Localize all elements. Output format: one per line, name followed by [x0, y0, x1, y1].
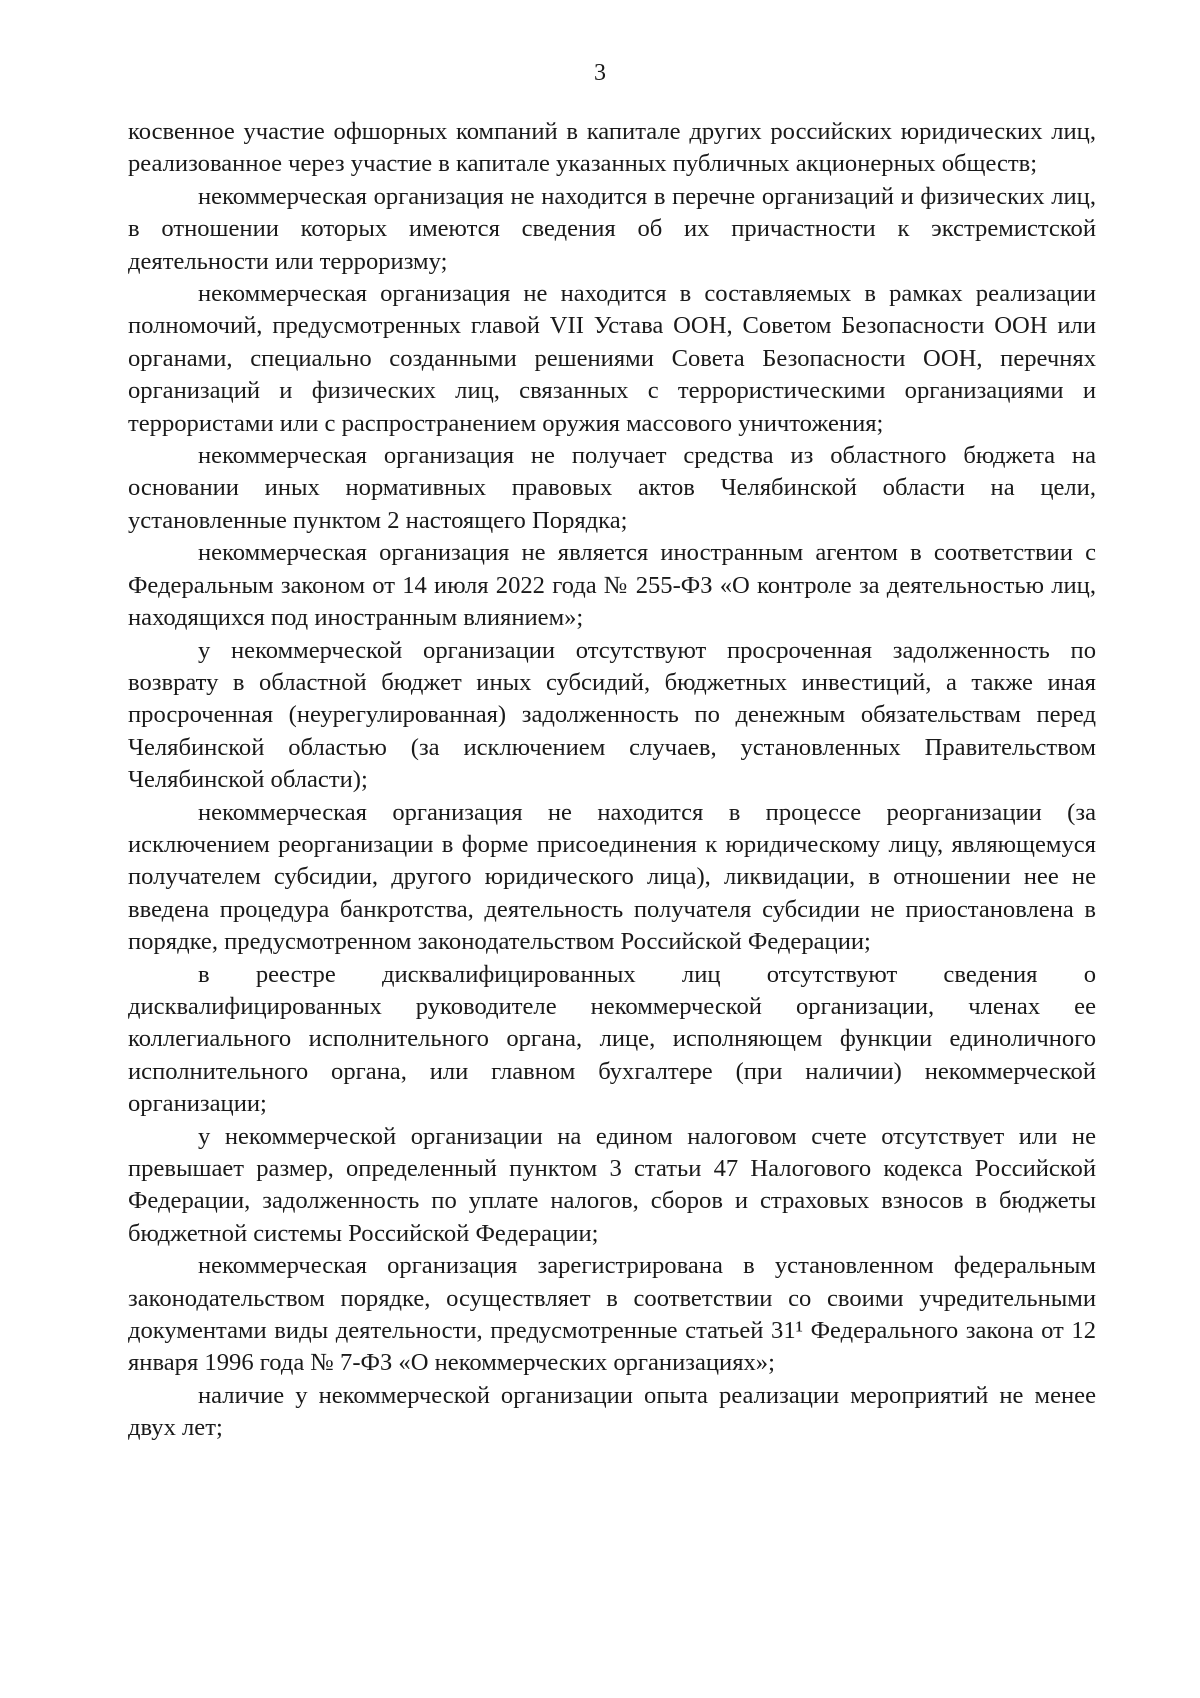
document-body	[128, 116, 1096, 1445]
paragraph-overdue-debt: у некоммерческой организации отсутствуют просроченная задолженность по возврату в областной бюджет иных субсидий, бюджетных инвестиций, а также иная просроченная (неурегулированная) задолженность по денежным обязательствам перед Челябинской областью (за исключением случаев, установленных Правительством Челябинской области);	[128, 636, 1096, 794]
paragraph-disqualified-persons: в реестре дисквалифицированных лиц отсутствуют сведения о дисквалифицированных руководителе некоммерческой организации, членах ее коллегиального исполнительного органа, лице, исполняющем функции единоличного исполнительного органа, или главном бухгалтере (при наличии) некоммерческой организации;	[128, 960, 1096, 1118]
paragraph-foreign-agent: некоммерческая организация не является иностранным агентом в соответствии с Федеральным законом от 14 июля 2022 года № 255-ФЗ «О контроле за деятельностью лиц, находящихся под иностранным влиянием»;	[128, 539, 1096, 632]
paragraph-regional-budget-funds: некоммерческая организация не получает средства из областного бюджета на основании иных нормативных правовых актов Челябинской области на цели, установленные пунктом 2 настоящего Порядка;	[128, 442, 1096, 534]
paragraph-reorganization: некоммерческая организация не находится в процессе реорганизации (за исключением реорганизации в форме присоединения к юридическому лицу, являющемуся получателем субсидии, другого юридического лица), ликвидации, в отношении нее не введена процедура банкротства, деятельность получателя субсидии не приостановлена в порядке, предусмотренном законодательством Российской Федерации;	[128, 798, 1096, 956]
paragraph-registration: некоммерческая организация зарегистрирована в установленном федеральным законодательством порядке, осуществляет в соответствии со своими учредительными документами виды деятельности, предусмотренные статьей 31¹ Федерального закона от 12 января 1996 года № 7-ФЗ «О некоммерческих организациях»;	[128, 1252, 1096, 1377]
paragraph-tax-debt: у некоммерческой организации на едином налоговом счете отсутствует или не превышает размер, определенный пунктом 3 статьи 47 Налогового кодекса Российской Федерации, задолженность по уплате налогов, сборов и страховых взносов в бюджеты бюджетной системы Российской Федерации;	[128, 1122, 1096, 1247]
paragraph-extremism-list: некоммерческая организация не находится в перечне организаций и физических лиц, в отношении которых имеются сведения об их причастности к экстремистской деятельности или терроризму;	[128, 182, 1096, 275]
paragraph-experience: наличие у некоммерческой организации опыта реализации мероприятий не менее двух лет;	[128, 1381, 1096, 1442]
paragraph-un-sanctions-list: некоммерческая организация не находится в составляемых в рамках реализации полномочий, предусмотренных главой VII Устава ООН, Советом Безопасности ООН или органами, специально созданными решениями Совета Безопасности ООН, перечнях организаций и физических лиц, связанных с террористическими организациями и террористами или с распространением оружия массового уничтожения;	[128, 280, 1096, 437]
paragraph-offshore-participation: косвенное участие офшорных компаний в капитале других российских юридических лиц, реализованное через участие в капитале указанных публичных акционерных обществ;	[128, 118, 1096, 178]
page-number: 3	[594, 60, 606, 86]
